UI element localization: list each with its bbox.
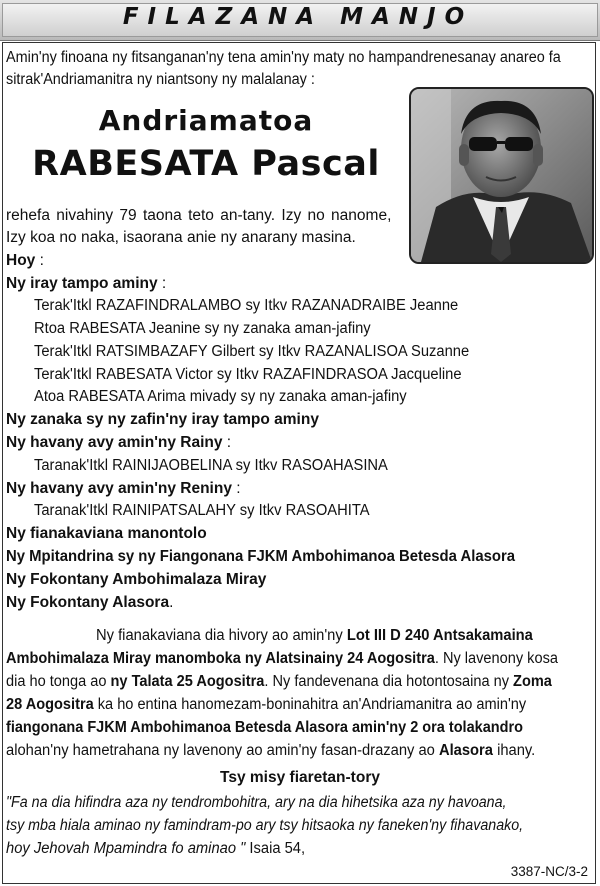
- reniny-heading: Ny havany avy amin'ny Reniny :: [6, 480, 241, 497]
- details-talata: ny Talata 25 Aogositra: [110, 673, 265, 690]
- fokontany-line-1: [6, 570, 266, 590]
- details-text: dia ho tonga ao: [6, 673, 107, 690]
- portrait-photo: [409, 87, 594, 264]
- tampo-item: Terak'Itkl RABESATA Victor sy Itkv RAZAFINDRASOA Jacqueline: [34, 366, 462, 383]
- rainy-heading: Ny havany avy amin'ny Rainy :: [6, 434, 232, 451]
- zanaka-heading: [6, 410, 319, 430]
- tampo-item: Terak'Itkl RAZAFINDRALAMBO sy Itkv RAZANADRAIBE Jeanne: [34, 297, 459, 314]
- verse-reference: Isaia 54,: [249, 840, 306, 857]
- details-text: alohan'ny hametrahana ny lavenony ao amin'ny fasan-drazany ao: [6, 742, 435, 759]
- details-line-2: [6, 649, 558, 669]
- notice-reference-code: 3387-NC/3-2: [510, 864, 588, 879]
- fokontany-line-2: Ny Fokontany Alasora.: [6, 594, 174, 611]
- fianakaviana-label: Ny fianakaviana manontolo: [6, 525, 207, 542]
- details-line-6: [6, 741, 535, 761]
- fokontany-label-1: Ny Fokontany Ambohimalaza Miray: [6, 571, 267, 588]
- tampo-item: Rtoa RABESATA Jeanine sy ny zanaka aman-jafiny: [34, 320, 371, 337]
- reniny-item: Taranak'Itkl RAINIPATSALAHY sy Itkv RASOAHITA: [34, 502, 370, 519]
- tampo-item: Terak'Itkl RATSIMBAZAFY Gilbert sy Itkv RAZANALISOA Suzanne: [34, 343, 470, 360]
- details-alasora: Alasora: [438, 742, 493, 759]
- fokontany-label-2: Ny Fokontany Alasora: [6, 594, 170, 611]
- details-fiangonana: fiangonana FJKM Ambohimanoa Betesda Alasora amin'ny 2 ora tolakandro: [6, 719, 523, 736]
- intro-line-1: Amin'ny finoana ny fitsanganan'ny tena amin'ny maty no hampandrenesanay anareo fa: [6, 49, 561, 66]
- details-line-4: [6, 695, 526, 715]
- details-date: 28 Aogositra: [6, 696, 94, 713]
- reniny-label: Ny havany avy amin'ny Reniny: [6, 480, 232, 497]
- tampo-item: Atoa RABESATA Arima mivady sy ny zanaka aman-jafiny: [34, 388, 407, 405]
- intro-line-2: sitrak'Andriamanitra ny niantsony ny malalanay :: [6, 71, 315, 88]
- header-banner: [0, 0, 600, 41]
- deceased-name: RABESATA Pascal: [32, 144, 380, 184]
- details-lot: Lot III D 240 Antsakamaina: [346, 627, 533, 644]
- tampo-heading: Ny iray tampo aminy :: [6, 275, 167, 292]
- hoy-label: Hoy: [6, 252, 36, 269]
- hoy-line: Hoy :: [6, 252, 44, 269]
- portrait-image: [411, 89, 592, 262]
- details-zoma: Zoma: [513, 673, 552, 690]
- verse-line-1: "Fa na dia hifindra aza ny tendrombohitra, ary na dia hihetsika aza ny havoana,: [6, 794, 507, 811]
- verse-line-2: tsy mba hiala aminao ny famindram-po ary tsy hitsaoka ny faneken'ny fihavanako,: [6, 817, 524, 834]
- details-line-5: [6, 718, 523, 738]
- verse-text: hoy Jehovah Mpamindra fo aminao ": [6, 840, 246, 857]
- age-line-2: Izy koa no naka, isaorana anie ny anarany masina.: [6, 229, 356, 246]
- mpitandrina-line: [6, 547, 515, 567]
- no-wake-notice: Tsy misy fiaretan-tory: [220, 769, 380, 786]
- details-line-3: [6, 672, 552, 692]
- zanaka-label: Ny zanaka sy ny zafin'ny iray tampo aminy: [6, 411, 319, 428]
- details-ambohimalaza: Ambohimalaza Miray manomboka ny Alatsinainy 24 Aogositra: [6, 650, 435, 667]
- banner-title: FILAZANA MANJO: [122, 4, 474, 30]
- rainy-label: Ny havany avy amin'ny Rainy: [6, 434, 223, 451]
- details-text: . Ny fandevenana dia hotontosaina ny: [264, 673, 510, 690]
- verse-line-3: [6, 839, 305, 859]
- age-line-1: [6, 206, 404, 226]
- details-line-1: [96, 626, 533, 646]
- details-text: ka ho entina hanomezam-boninahitra an'Andriamanitra ao amin'ny: [97, 696, 527, 713]
- details-text: Ny fianakaviana dia hivory ao amin'ny: [96, 627, 343, 644]
- mpitandrina-label: Ny Mpitandrina sy ny Fiangonana FJKM Ambohimanoa Betesda Alasora: [6, 548, 516, 565]
- age-text-1: rehefa nivahiny 79 taona teto an-tany. Izy no nanome,: [6, 207, 392, 224]
- rainy-item: Taranak'Itkl RAINIJAOBELINA sy Itkv RASOAHASINA: [34, 457, 388, 474]
- details-text: . Ny lavenony kosa: [434, 650, 558, 667]
- deceased-title: Andriamatoa: [98, 104, 314, 137]
- details-text: ihany.: [497, 742, 536, 759]
- fianakaviana-line: [6, 524, 207, 544]
- tampo-label: Ny iray tampo aminy: [6, 275, 158, 292]
